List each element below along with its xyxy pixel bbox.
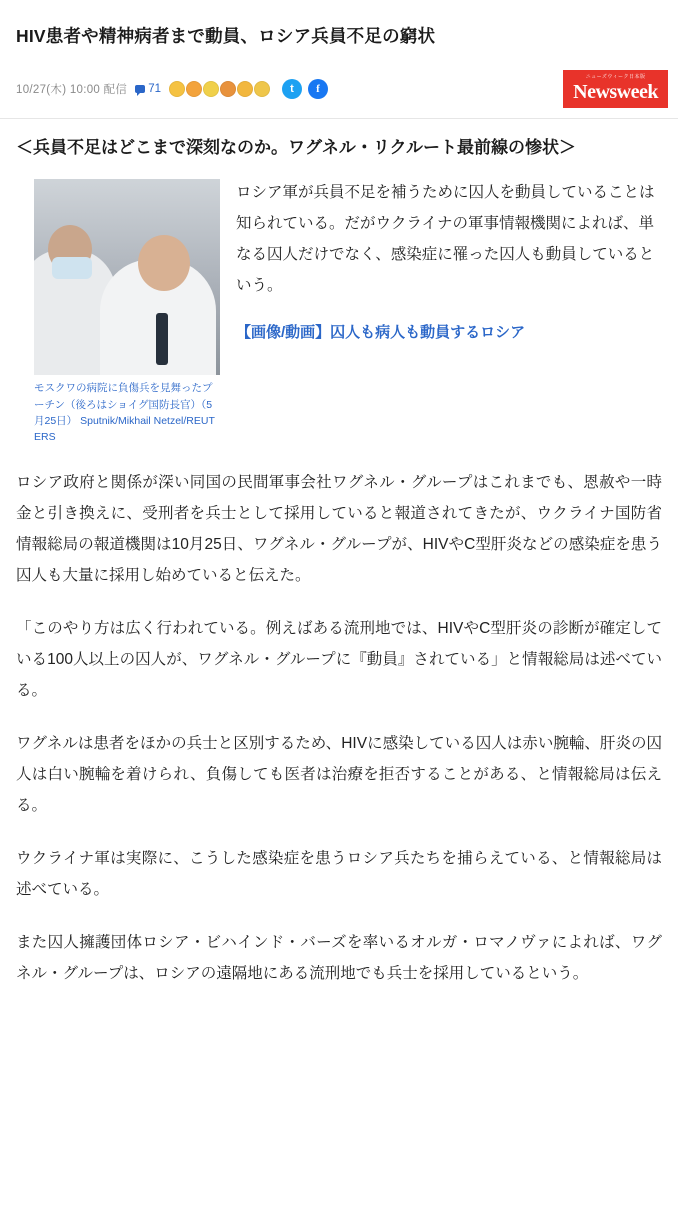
- photo-caption: モスクワの病院に負傷兵を見舞ったプーチン（後ろはショイグ国防長官）（5月25日） Sputnik/Mikhail Netzel/REUTERS: [34, 382, 215, 444]
- article-paragraph-5: また囚人擁護団体ロシア・ビハインド・バーズを率いるオルガ・ロマノヴァによれば、ワグネル・グループは、ロシアの遠隔地にある流刑地でも兵士を採用しているという。: [16, 934, 662, 983]
- reaction-icon-3[interactable]: [203, 81, 219, 97]
- article-lead-paragraph: ロシア軍が兵員不足を補うために囚人を動員していることは知られている。だがウクライナの軍事情報機関によれば、単なる囚人だけでなく、感染症に罹った囚人も動員しているという。: [236, 184, 655, 295]
- photo-face-mask: [52, 257, 92, 279]
- reaction-icon-4[interactable]: [220, 81, 236, 97]
- brand-name: Newsweek: [573, 80, 658, 103]
- article-paragraph-3: ワグネルは患者をほかの兵士と区別するため、HIVに感染している囚人は赤い腕輪、肝炎の囚人は白い腕輪を着けられ、負傷しても医者は治療を拒否することがある、と情報総局は伝える。: [16, 735, 662, 815]
- reaction-icons[interactable]: [169, 81, 270, 97]
- comment-bubble-icon: [135, 85, 145, 93]
- article-paragraph-1: ロシア政府と関係が深い同国の民間軍事会社ワグネル・グループはこれまでも、恩赦や一時金と引き換えに、受刑者を兵士として採用していると報道されてきたが、ウクライナ国防省情報総局の報道機関は10月25日、ワグネル・グループが、HIVやC型肝炎などの感染症を患う囚人も大量に採用し始めていると伝えた。: [16, 474, 662, 585]
- reaction-icon-1[interactable]: [169, 81, 185, 97]
- article-subheadline: ＜兵員不足はどこまで深刻なのか。ワグネル・リクルート最前線の惨状＞: [16, 137, 576, 157]
- publish-date: 10/27(木) 10:00 配信: [16, 83, 128, 96]
- article-figure: [34, 179, 220, 445]
- reaction-icon-2[interactable]: [186, 81, 202, 97]
- article-paragraph-4: ウクライナ軍は実際に、こうした感染症を患うロシア兵たちを捕らえている、と情報総局は述べている。: [16, 850, 662, 899]
- facebook-icon[interactable]: f: [308, 79, 328, 99]
- article-body: [0, 119, 678, 997]
- newsweek-logo[interactable]: [563, 70, 668, 108]
- article-paragraphs: [16, 453, 662, 989]
- article-meta-row: [0, 60, 678, 119]
- comment-count-label: 71: [148, 82, 162, 95]
- reaction-icon-5[interactable]: [237, 81, 253, 97]
- photo-person-right-head: [138, 235, 190, 291]
- share-buttons: [282, 79, 328, 99]
- brand-tagline: ニューズウィーク日本版: [585, 73, 646, 80]
- gallery-link[interactable]: 【画像/動画】囚人も病人も動員するロシア: [236, 324, 526, 342]
- reaction-icon-6[interactable]: [254, 81, 270, 97]
- photo-necktie: [156, 313, 168, 365]
- article-photo: [34, 179, 220, 375]
- article-paragraph-2: 「このやり方は広く行われている。例えばある流刑地では、HIVやC型肝炎の診断が確定している100人以上の囚人が、ワグネル・グループに『動員』されている」と情報総局は述べている。: [16, 620, 662, 700]
- page-title: HIV患者や精神病者まで動員、ロシア兵員不足の窮状: [16, 25, 436, 46]
- twitter-icon[interactable]: t: [282, 79, 302, 99]
- comment-count-link[interactable]: [135, 83, 161, 95]
